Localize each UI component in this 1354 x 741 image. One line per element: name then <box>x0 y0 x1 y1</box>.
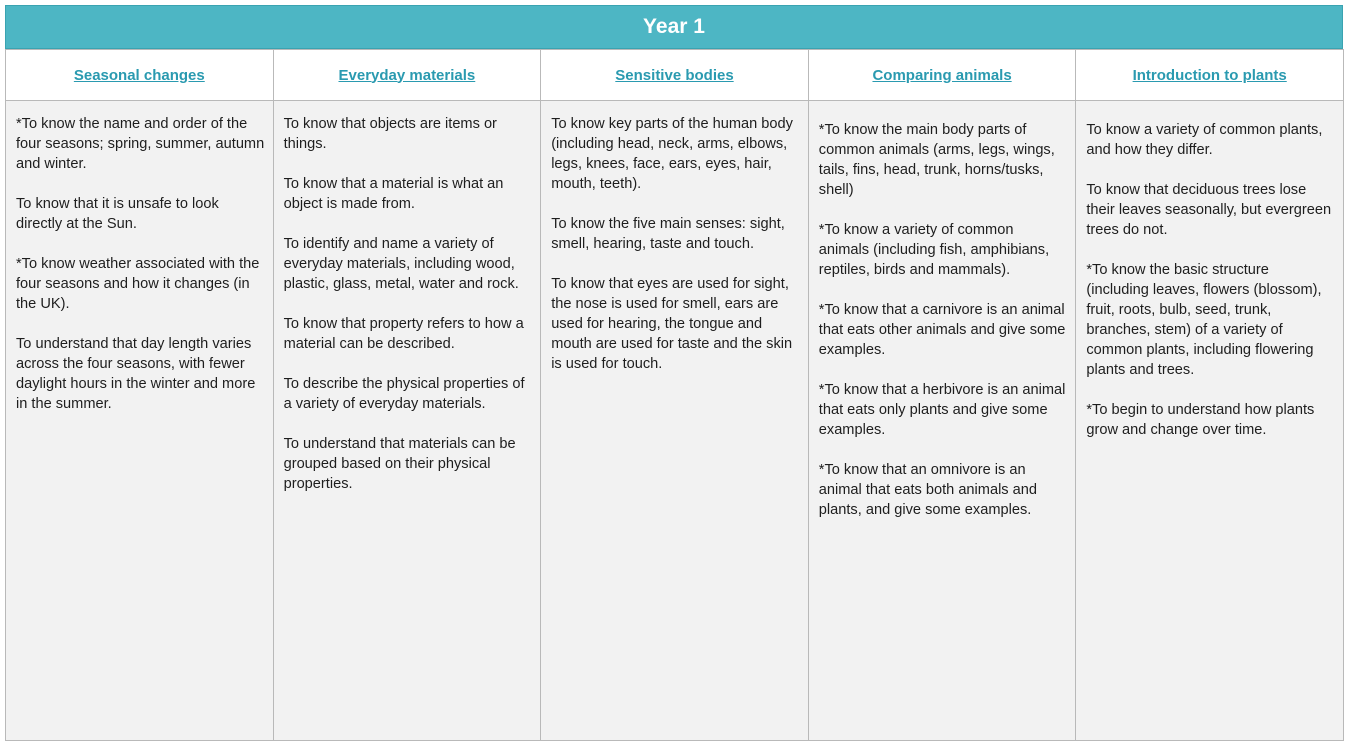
objective-text: To know the five main senses: sight, smell, hearing, taste and touch. <box>551 216 785 252</box>
objective-text: To identify and name a variety of everyday materials, including wood, plastic, glass, metal, water and rock. <box>283 236 519 292</box>
objective-text: To understand that materials can be grouped based on their physical properties. <box>283 436 516 492</box>
objective-text: To know that deciduous trees lose their leaves seasonally, but evergreen trees do not. <box>1086 182 1332 238</box>
seasonal-changes-link[interactable]: Seasonal changes <box>73 66 205 84</box>
objective-text: *To know that a herbivore is an animal that eats only plants and give some examples. <box>818 382 1066 438</box>
objective-text: To know a variety of common plants, and how they differ. <box>1086 122 1323 158</box>
objective-text: To know that it is unsafe to look directly at the Sun. <box>16 196 219 232</box>
seasonal-changes-objectives <box>6 101 274 741</box>
topic-header-row <box>6 50 1344 101</box>
everyday-materials-link[interactable]: Everyday materials <box>338 66 476 84</box>
objective-text: To understand that day length varies across the four seasons, with fewer daylight hours in the winter and more in the summer. <box>16 336 256 412</box>
topic-header-seasonal-changes <box>6 50 274 101</box>
topic-header-everyday-materials <box>273 50 541 101</box>
objective-text: *To know weather associated with the four seasons and how it changes (in the UK). <box>16 256 260 312</box>
topics-table <box>5 49 1344 741</box>
objective-text: To describe the physical properties of a variety of everyday materials. <box>283 376 525 412</box>
comparing-animals-objectives <box>808 101 1076 741</box>
objective-text: To know key parts of the human body (including head, neck, arms, elbows, legs, knees, face, ears, eyes, hair, mouth, teeth). <box>551 116 793 192</box>
sensitive-bodies-link[interactable]: Sensitive bodies <box>615 66 734 84</box>
objective-text: To know that eyes are used for sight, the nose is used for smell, ears are used for hearing, the tongue and mouth are used for taste and the skin is used for touch. <box>551 276 793 372</box>
introduction-to-plants-objectives <box>1076 101 1344 741</box>
objective-text: *To know that a carnivore is an animal that eats other animals and give some examples. <box>818 302 1066 358</box>
introduction-to-plants-link[interactable]: Introduction to plants <box>1132 66 1287 84</box>
objective-text: *To know that an omnivore is an animal that eats both animals and plants, and give some examples. <box>818 462 1038 518</box>
objective-text: *To know the basic structure (including leaves, flowers (blossom), fruit, roots, bulb, seed, trunk, branches, stem) of a variety of common plants, including flowering plants and trees. <box>1086 262 1322 378</box>
objective-text: *To know the name and order of the four seasons; spring, summer, autumn and winter. <box>16 116 265 172</box>
objective-text: *To know the main body parts of common animals (arms, legs, wings, tails, fins, head, trunk, horns/tusks, shell) <box>818 122 1055 198</box>
objective-text: To know that objects are items or things. <box>283 116 497 152</box>
year-title-bar <box>5 5 1343 49</box>
objective-text: *To know a variety of common animals (including fish, amphibians, reptiles, birds and mammals). <box>818 222 1050 278</box>
curriculum-table-container <box>5 5 1343 725</box>
year-title: Year 1 <box>643 15 705 38</box>
topic-header-comparing-animals <box>808 50 1076 101</box>
topic-header-introduction-to-plants <box>1076 50 1344 101</box>
objective-text: To know that property refers to how a material can be described. <box>283 316 524 352</box>
objectives-row <box>6 101 1344 741</box>
objective-text: To know that a material is what an object is made from. <box>283 176 504 212</box>
topic-header-sensitive-bodies <box>541 50 809 101</box>
objective-text: *To begin to understand how plants grow and change over time. <box>1086 402 1315 438</box>
sensitive-bodies-objectives <box>541 101 809 741</box>
everyday-materials-objectives <box>273 101 541 741</box>
comparing-animals-link[interactable]: Comparing animals <box>872 66 1012 84</box>
